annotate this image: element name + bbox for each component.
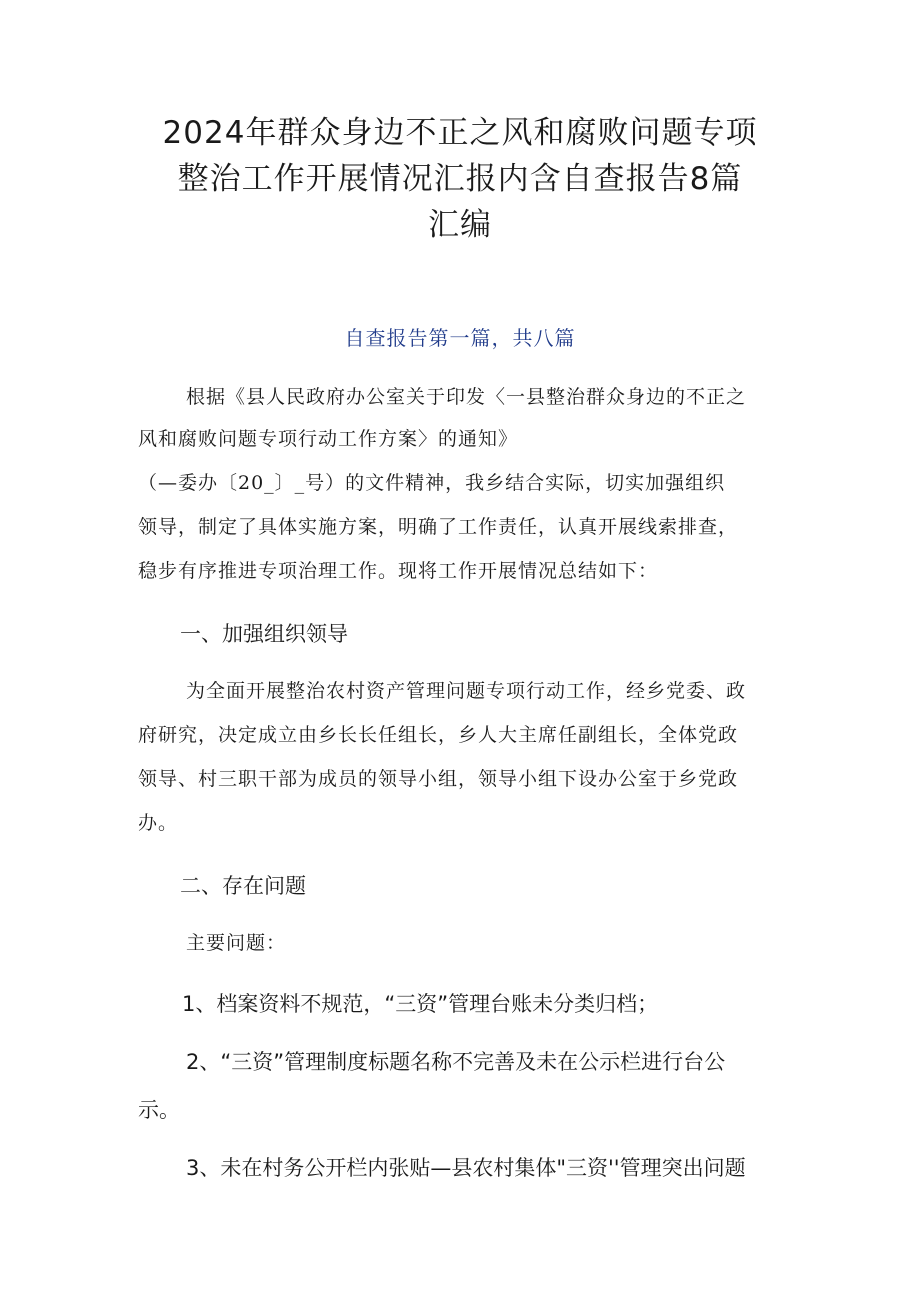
intro-line-3: （—委办〔20_〕_号）的文件精神，我乡结合实际，切实加强组织 [138, 472, 726, 494]
intro-line-1: 根据《县人民政府办公室关于印发〈一县整治群众身边的不正之 [186, 386, 747, 408]
title-line-2: 整治工作开展情况汇报内含自查报告8篇 [177, 161, 743, 197]
intro-line-5: 稳步有序推进专项治理工作。现将工作开展情况总结如下： [138, 560, 659, 582]
intro-line-4: 领导，制定了具体实施方案，明确了工作责任，认真开展线索排查， [138, 516, 739, 538]
intro-line-2: 风和腐败问题专项行动工作方案〉的通知》 [138, 428, 519, 450]
problem-item-3: 3、未在村务公开栏内张贴—县农村集体"三资''管理突出问题 [186, 1156, 746, 1180]
title-line-3: 汇编 [428, 207, 492, 243]
problem-item-1: 1、档案资料不规范，“三资”管理台账未分类归档； [182, 992, 659, 1016]
section-1-heading: 一、加强组织领导 [180, 622, 348, 646]
document-title [120, 110, 800, 248]
title-line-1: 2024年群众身边不正之风和腐败问题专项 [162, 115, 758, 151]
section-1-line-1: 为全面开展整治农村资产管理问题专项行动工作，经乡党委、政 [186, 680, 747, 702]
section-1-line-4: 办。 [138, 812, 179, 834]
problem-item-2-continued: 示。 [138, 1098, 180, 1122]
section-1-line-3: 领导、村三职干部为成员的领导小组，领导小组下设办公室于乡党政 [138, 768, 739, 790]
document-subtitle: 自查报告第一篇，共八篇 [344, 326, 576, 350]
problem-item-2: 2、“三资”管理制度标题名称不完善及未在公示栏进行台公 [186, 1050, 726, 1074]
section-1-line-2: 府研究，决定成立由乡长长任组长，乡人大主席任副组长，全体党政 [138, 724, 739, 746]
section-2-heading: 二、存在问题 [180, 874, 306, 898]
section-2-intro: 主要问题： [186, 932, 287, 954]
